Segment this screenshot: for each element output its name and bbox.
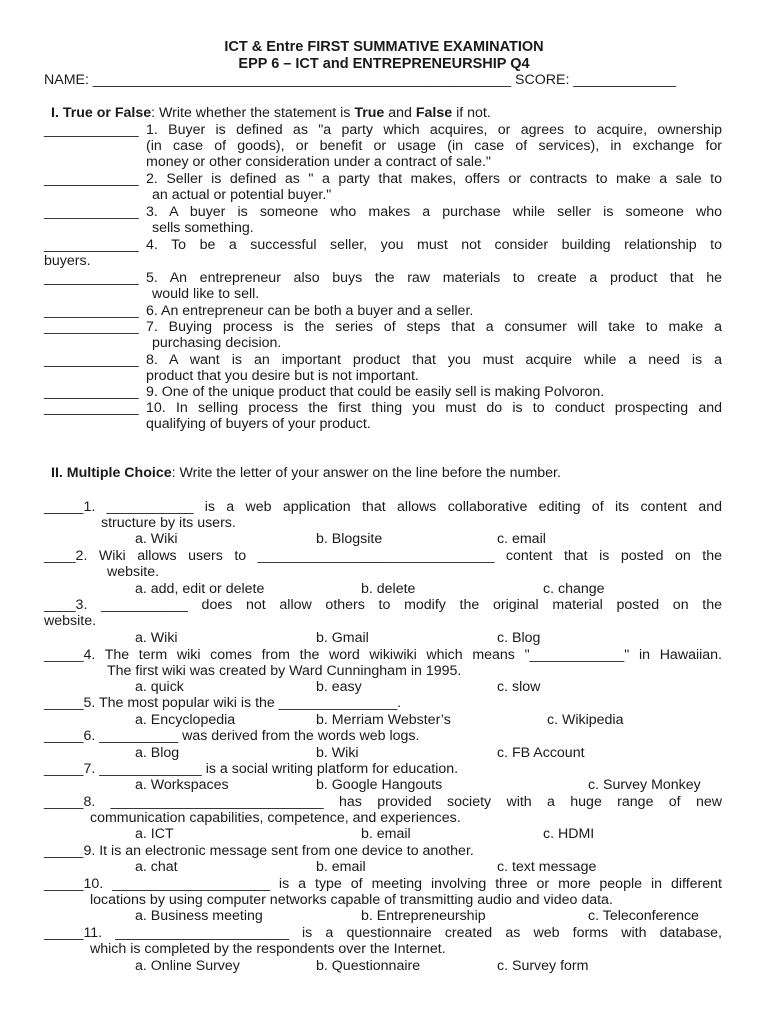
mc-item-5: _____5. The most popular wiki is the _______________. bbox=[44, 695, 402, 711]
tf-item-2-cont: an actual or potential buyer." bbox=[152, 187, 332, 203]
mc-item-2-cont: website. bbox=[107, 564, 160, 580]
exam-title: ICT & Entre FIRST SUMMATIVE EXAMINATION bbox=[224, 39, 544, 55]
mc-2-option-c: c. change bbox=[543, 581, 605, 597]
mc-item-7: _____7. _____________ is a social writing platform for education. bbox=[44, 761, 459, 777]
tf-blank-6: ____________ bbox=[44, 303, 139, 319]
mc-item-3: ____3. ___________ does not allow others to modify the original material posted on the bbox=[44, 597, 722, 613]
mc-item-3-cont: website. bbox=[44, 613, 97, 629]
tf-item-7-cont: purchasing decision. bbox=[152, 335, 282, 351]
tf-blank-9: ____________ bbox=[44, 384, 139, 400]
tf-item-6: 6. An entrepreneur can be both a buyer and a seller. bbox=[146, 303, 474, 319]
mc-10-option-a: a. Business meeting bbox=[135, 908, 263, 924]
tf-heading: I. True or False bbox=[51, 105, 152, 121]
mc-11-option-c: c. Survey form bbox=[497, 958, 589, 974]
mc-9-option-a: a. chat bbox=[135, 859, 178, 875]
tf-item-1-cont: (in case of goods), or benefit or usage (in case of services), in exchange for bbox=[146, 138, 722, 154]
tf-item-10-cont: qualifying of buyers of your product. bbox=[146, 416, 371, 432]
mc-item-1-cont: structure by its users. bbox=[101, 515, 236, 531]
tf-instructions: I. True or False: Write whether the statement is True and False if not. bbox=[51, 105, 491, 121]
exam-subtitle: EPP 6 – ICT and ENTREPRENEURSHIP Q4 bbox=[238, 56, 530, 72]
mc-item-4: _____4. The term wiki comes from the word wikiwiki which means "____________" in Hawaiian. bbox=[44, 647, 722, 663]
mc-7-option-b: b. Google Hangouts bbox=[316, 777, 443, 793]
tf-blank-1: ____________ bbox=[44, 122, 139, 138]
mc-item-6: _____6. __________ was derived from the words web logs. bbox=[44, 728, 420, 744]
mc-1-option-c: c. email bbox=[497, 531, 546, 547]
mc-8-option-c: c. HDMI bbox=[543, 826, 595, 842]
tf-blank-10: ____________ bbox=[44, 400, 139, 416]
mc-item-11-cont: which is completed by the respondents over the Internet. bbox=[90, 941, 446, 957]
mc-8-option-a: a. ICT bbox=[135, 826, 174, 842]
mc-3-option-a: a. Wiki bbox=[135, 630, 178, 646]
mc-11-option-a: a. Online Survey bbox=[135, 958, 240, 974]
tf-item-1-cont: money or other consideration under a contract of sale." bbox=[146, 154, 491, 170]
mc-4-option-c: c. slow bbox=[497, 679, 541, 695]
mc-heading: II. Multiple Choice bbox=[51, 465, 172, 481]
name-score-line bbox=[44, 72, 676, 88]
mc-5-option-a: a. Encyclopedia bbox=[135, 712, 236, 728]
tf-item-9: 9. One of the unique product that could be easily sell is making Polvoron. bbox=[146, 384, 605, 400]
mc-10-option-c: c. Teleconference bbox=[588, 908, 699, 924]
name-blank: _____________________________________________________ bbox=[92, 72, 512, 88]
mc-5-option-c: c. Wikipedia bbox=[547, 712, 624, 728]
mc-9-option-b: b. email bbox=[316, 859, 366, 875]
mc-2-option-b: b. delete bbox=[361, 581, 416, 597]
mc-7-option-c: c. Survey Monkey bbox=[588, 777, 701, 793]
mc-3-option-c: c. Blog bbox=[497, 630, 541, 646]
mc-item-8-cont: communication capabilities, competence, and experiences. bbox=[90, 810, 461, 826]
tf-item-4-cont: buyers. bbox=[44, 253, 91, 269]
tf-item-10: 10. In selling process the first thing you must do is to conduct prospecting and bbox=[146, 400, 722, 416]
tf-blank-5: ____________ bbox=[44, 270, 139, 286]
mc-5-option-b: b. Merriam Webster’s bbox=[316, 712, 451, 728]
tf-item-4: 4. To be a successful seller, you must not consider building relationship to bbox=[146, 237, 722, 253]
tf-item-7: 7. Buying process is the series of steps that a consumer will take to make a bbox=[146, 319, 722, 335]
tf-item-3-cont: sells something. bbox=[152, 220, 254, 236]
tf-blank-4: ____________ bbox=[44, 237, 139, 253]
mc-instructions: II. Multiple Choice: Write the letter of your answer on the line before the number. bbox=[51, 465, 561, 481]
tf-blank-7: ____________ bbox=[44, 319, 139, 335]
mc-10-option-b: b. Entrepreneurship bbox=[361, 908, 486, 924]
score-blank: _____________ bbox=[573, 72, 676, 88]
mc-8-option-b: b. email bbox=[361, 826, 411, 842]
mc-4-option-a: a. quick bbox=[135, 679, 184, 695]
mc-1-option-a: a. Wiki bbox=[135, 531, 178, 547]
mc-item-4-cont: The first wiki was created by Ward Cunningham in 1995. bbox=[107, 663, 462, 679]
mc-item-10: _____10. ____________________ is a type of meeting involving three or more people in different bbox=[44, 876, 722, 892]
tf-item-5: 5. An entrepreneur also buys the raw materials to create a product that he bbox=[146, 270, 722, 286]
mc-7-option-a: a. Workspaces bbox=[135, 777, 229, 793]
tf-item-3: 3. A buyer is someone who makes a purchase while seller is someone who bbox=[146, 204, 722, 220]
mc-1-option-b: b. Blogsite bbox=[316, 531, 383, 547]
tf-blank-8: ____________ bbox=[44, 352, 139, 368]
mc-item-9: _____9. It is an electronic message sent from one device to another. bbox=[44, 843, 474, 859]
tf-item-1: 1. Buyer is defined as "a party which acquires, or agrees to acquire, ownership bbox=[146, 122, 722, 138]
mc-item-11: _____11. ______________________ is a questionnaire created as web forms with database, bbox=[44, 925, 722, 941]
tf-item-2: 2. Seller is defined as " a party that makes, offers or contracts to make a sale to bbox=[146, 171, 722, 187]
mc-item-10-cont: locations by using computer networks capable of transmitting audio and video data. bbox=[90, 892, 613, 908]
mc-item-8: _____8. ___________________________ has provided society with a huge range of new bbox=[44, 794, 722, 810]
score-label: SCORE: bbox=[515, 72, 570, 88]
mc-2-option-a: a. add, edit or delete bbox=[135, 581, 265, 597]
mc-6-option-c: c. FB Account bbox=[497, 745, 585, 761]
mc-item-2: ____2. Wiki allows users to ______________________________ content that is posted on the bbox=[44, 548, 722, 564]
mc-9-option-c: c. text message bbox=[497, 859, 597, 875]
mc-11-option-b: b. Questionnaire bbox=[316, 958, 421, 974]
tf-blank-3: ____________ bbox=[44, 204, 139, 220]
mc-6-option-b: b. Wiki bbox=[316, 745, 359, 761]
tf-item-8-cont: product that you desire but is not important. bbox=[146, 368, 419, 384]
tf-blank-2: ____________ bbox=[44, 171, 139, 187]
mc-item-1: _____1. ___________ is a web application that allows collaborative editing of its content and bbox=[44, 499, 722, 515]
tf-item-5-cont: would like to sell. bbox=[152, 286, 260, 302]
mc-6-option-a: a. Blog bbox=[135, 745, 180, 761]
tf-item-8: 8. A want is an important product that you must acquire while a need is a bbox=[146, 352, 722, 368]
mc-3-option-b: b. Gmail bbox=[316, 630, 369, 646]
mc-4-option-b: b. easy bbox=[316, 679, 362, 695]
name-label: NAME: bbox=[44, 72, 89, 88]
